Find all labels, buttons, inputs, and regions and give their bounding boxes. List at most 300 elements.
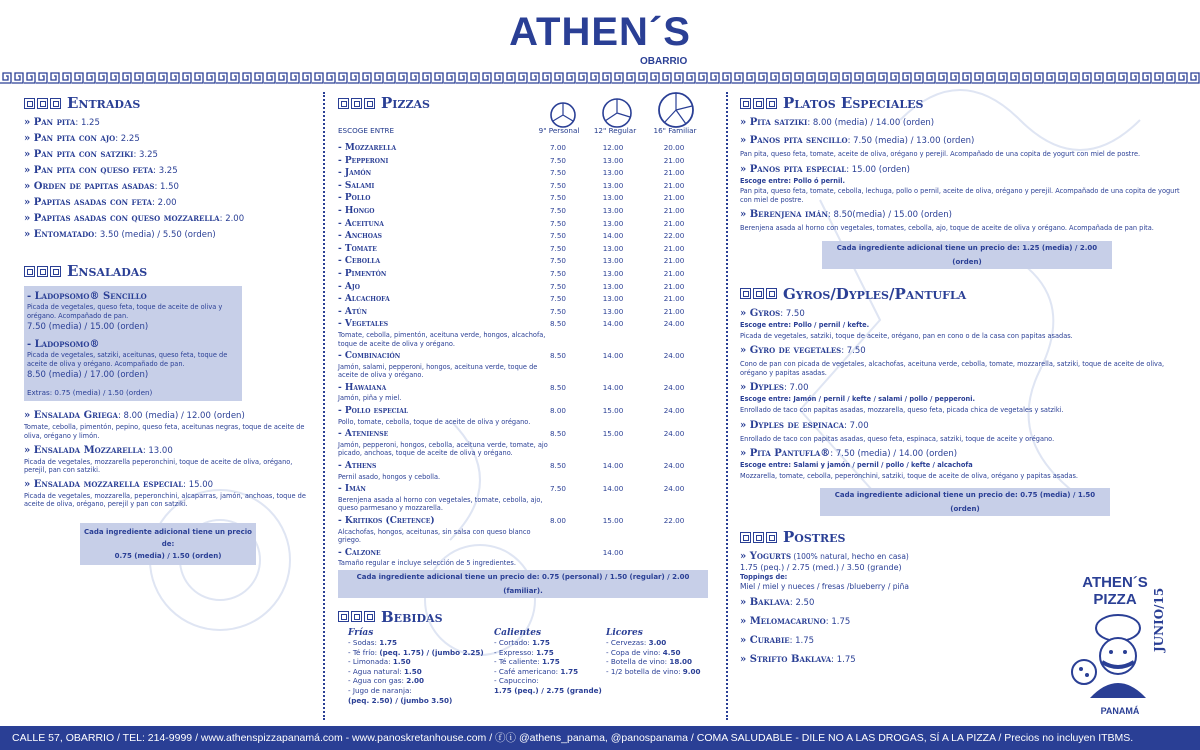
- pizza-price: 8.50: [549, 351, 566, 361]
- postre-price: : 1.75: [789, 635, 815, 646]
- pizza-name: - Hongo: [338, 205, 375, 216]
- toppings-list: Miel / miel y nueces / fresas /blueberry / piña: [740, 581, 909, 591]
- size-familiar: 16" Familiar: [653, 126, 697, 135]
- pizza-desc: Tamaño regular e incluye selección de 5 ingredientes.: [338, 559, 516, 568]
- brand-place: PANAMÁ: [1100, 706, 1140, 716]
- pizza-price: 21.00: [663, 193, 685, 203]
- ensalada-name: Ensalada Griega: [33, 410, 118, 422]
- pizza-medium-icon: [601, 97, 633, 129]
- ensalada-price: : 8.00 (media) / 12.00 (orden): [117, 411, 245, 422]
- pizzas-note: Cada ingrediente adicional tiene un precio de: 0.75 (personal) / 1.50 (regular) / 2.00 (familiar).: [338, 570, 708, 598]
- pizza-price: 14.00: [602, 382, 624, 392]
- bebida-item: [348, 696, 498, 706]
- pizza-price: 7.50: [549, 193, 566, 203]
- pizza-list: [338, 142, 718, 568]
- left-column: [24, 86, 314, 724]
- postre-name: Curabie: [749, 634, 790, 646]
- pizza-row: [338, 255, 718, 268]
- platos-price: : 8.00 (media) / 14.00 (orden): [807, 118, 935, 128]
- greek-key-border: [0, 72, 1200, 84]
- bebida-price: 1.75: [379, 637, 397, 647]
- greek-ornament-icon: [740, 532, 777, 543]
- entradas-list: [24, 116, 314, 242]
- pizza-desc: Berenjena asada al horno con vegetales, tomate, cebolla, ajo, queso parmesano y mozzarella.: [338, 495, 543, 513]
- calientes-col: Calientes - Cortado: 1.75 - Expresso: 1.75 - Té caliente: 1.75 - Café americano: 1.75 - Capuccino: 1.75 (peq.) / 2.75 (grande): [494, 628, 604, 696]
- greek-ornament-icon: [24, 98, 61, 109]
- platos-choice: Escoge entre: Pollo ó pernil.: [740, 176, 846, 185]
- bebida-label: - Cervezas:: [606, 637, 649, 647]
- pizza-price: 24.00: [663, 351, 685, 361]
- bebida-label: - Limonada:: [348, 657, 393, 667]
- entrada-item: » Pan pita: 1.25: [24, 117, 100, 128]
- middle-column: [338, 86, 718, 724]
- gyros-choice: Escoge entre: Pollo / pernil / kefte.: [740, 320, 870, 329]
- bebida-price: (peq. 1.75) / (jumbo 2.25): [379, 647, 484, 657]
- pizza-price: 7.50: [549, 205, 566, 215]
- logo-title: ATHEN´S: [509, 10, 691, 54]
- pizza-desc: Jamón, piña y miel.: [338, 394, 402, 403]
- pizza-price: 7.00: [549, 143, 566, 152]
- yogurts-item: » Yogurts (100% natural, hecho en casa): [740, 551, 909, 563]
- pizza-row: [338, 167, 718, 180]
- gyros-price: : 7.50 (media) / 14.00 (orden): [830, 449, 958, 460]
- bebida-price: 1.75 (peq.) / 2.75 (grande): [494, 685, 602, 695]
- gyros-note: Cada ingrediente adicional tiene un precio de: 0.75 (media) / 1.50 (orden): [820, 488, 1110, 516]
- pizza-name: - Atún: [338, 306, 368, 317]
- gyros-name: Pita Pantufla®: [749, 448, 831, 460]
- pizza-desc: Pollo, tomate, cebolla, toque de aceite de oliva y orégano.: [338, 417, 531, 426]
- pizza-price: 21.00: [663, 256, 685, 266]
- pizza-price: 7.50: [549, 281, 566, 291]
- gyros-price: : 7.00: [844, 420, 869, 431]
- pizza-name: - Tomate: [338, 243, 377, 254]
- pizza-price: 7.50: [549, 484, 566, 494]
- pizza-price: 21.00: [663, 268, 685, 278]
- pizza-price: 13.00: [602, 281, 624, 291]
- bebida-item: [348, 648, 498, 658]
- bebida-price: 9.00: [682, 666, 701, 676]
- toppings-title: Toppings de:: [740, 573, 788, 582]
- pizza-price: 24.00: [663, 461, 685, 471]
- pizza-price: 7.50: [549, 180, 566, 190]
- pizza-row: [338, 155, 718, 168]
- pizza-name: - Ajo: [338, 281, 360, 292]
- pizza-price: 13.00: [602, 218, 624, 228]
- menu-date: JUNIO/15: [1152, 587, 1166, 652]
- bebida-item: [606, 667, 716, 677]
- pizza-price: 7.50: [549, 268, 566, 278]
- entrada-name: Pan pita con queso feta: [33, 165, 154, 176]
- bebida-item: [494, 676, 604, 686]
- greek-ornament-icon: [338, 98, 375, 109]
- entrada-name: Pan pita: [33, 117, 76, 128]
- bebida-price: 4.50: [662, 647, 681, 657]
- bebida-item: [348, 667, 498, 677]
- gyros-desc: Cono de pan con picada de vegetales, alcachofas, aceituna verde, cebolla, tomate, mozzarella, satziki, toque de aceite de oliva, orégano y papitas asadas.: [740, 360, 1165, 377]
- pizza-price: 21.00: [663, 168, 685, 178]
- pizza-price: 24.00: [663, 406, 685, 416]
- pizza-row: [338, 483, 718, 496]
- pizza-row: [338, 306, 718, 319]
- pizza-price: 21.00: [663, 306, 685, 316]
- pizza-name: - Aceituna: [338, 218, 384, 229]
- bebida-item: [348, 657, 498, 667]
- bebida-label: - Botella de vino:: [606, 657, 670, 667]
- ensalada-price: : 15.00: [183, 479, 214, 490]
- pizza-price: 13.00: [602, 193, 624, 203]
- platos-title: Platos Especiales: [740, 94, 1190, 112]
- pizza-price: 7.50: [549, 256, 566, 266]
- pizza-price: 14.00: [602, 231, 624, 241]
- pizza-price: 13.00: [602, 205, 624, 215]
- pizza-name: - Ateniense: [338, 429, 389, 440]
- pizza-price: 24.00: [663, 319, 685, 329]
- pizza-name: - Athens: [338, 461, 377, 472]
- ladopsomo-extras: Extras: 0.75 (media) / 1.50 (orden): [27, 388, 153, 398]
- pizza-price: 13.00: [602, 180, 624, 190]
- ensalada-name: Ensalada mozzarella especial: [33, 478, 184, 490]
- ladopsomo-sencillo-name: - Ladopsomo® Sencillo: [27, 291, 147, 302]
- pizza-desc: Alcachofas, hongos, aceitunas, sin salsa con queso blanco griego.: [338, 527, 531, 545]
- pizza-price: 15.00: [602, 429, 624, 439]
- pizza-price: 8.00: [549, 406, 566, 416]
- postre-name: Baklava: [749, 596, 790, 608]
- greek-ornament-icon: [24, 266, 61, 277]
- entrada-price: : 1.50: [154, 182, 179, 192]
- entrada-price: : 3.25: [153, 166, 178, 176]
- ensaladas-title: Ensaladas: [24, 262, 314, 280]
- bebida-price: 1.50: [392, 657, 411, 667]
- size-regular: 12" Regular: [593, 126, 637, 135]
- pizza-name: - Jamón: [338, 168, 372, 179]
- gyros-list: [740, 307, 1190, 480]
- pizza-price: 21.00: [663, 180, 685, 190]
- entrada-name: Orden de papitas asadas: [33, 181, 155, 192]
- pizza-name: - Combinación: [338, 351, 401, 362]
- bebidas-title: Bebidas: [338, 608, 718, 626]
- gyros-desc: Enrollado de taco con papitas asadas, queso feta, espinaca, satziki, toque de aceite y orégano.: [740, 434, 1055, 443]
- bebida-label: - Sodas:: [348, 637, 380, 647]
- pizza-name: - Imán: [338, 484, 366, 495]
- postre-name: Melomacaruno: [749, 615, 826, 627]
- entrada-price: : 2.00: [152, 198, 177, 208]
- postre-item: » Melomacaruno: 1.75: [740, 615, 851, 627]
- platos-price: : 7.50 (media) / 13.00 (orden): [847, 136, 975, 146]
- bebida-item: [348, 638, 498, 648]
- pizza-price: 7.50: [549, 231, 566, 241]
- ensalada-price: : 13.00: [142, 445, 173, 456]
- platos-list: [740, 116, 1190, 233]
- pizza-price: 7.50: [549, 168, 566, 178]
- ensalada-name: Ensalada Mozzarella: [33, 444, 143, 456]
- pizza-row: [338, 428, 718, 441]
- bebida-price: (peq. 2.50) / (jumbo 3.50): [348, 695, 453, 705]
- entrada-item: » Pan pita con queso feta: 3.25: [24, 165, 178, 176]
- pizza-price: 8.50: [549, 429, 566, 439]
- pizza-price: 20.00: [663, 143, 685, 152]
- gyros-item: » Gyro de vegetales: 7.50: [740, 345, 866, 357]
- postres-title: Postres: [740, 528, 1190, 546]
- footer-bar: CALLE 57, OBARRIO / TEL: 214-9999 / www.athenspizzapanamá.com - www.panoskretanhouse.com / ⓕⓘ @athens_panama, @panospanama / COMA SALUDABLE - DILE NO A LAS DROGAS, SÍ A LA PIZZA / Precios no incluyen ITBMS.: [0, 726, 1200, 750]
- ensalada-item: » Ensalada Mozzarella: 13.00: [24, 444, 173, 456]
- entrada-price: : 2.25: [115, 134, 140, 144]
- size-personal: 9" Personal: [538, 126, 580, 135]
- bebida-price: 1.75: [560, 666, 579, 676]
- pizza-price: 7.50: [549, 243, 566, 253]
- bebida-label: - Café americano:: [494, 666, 561, 676]
- entrada-item: » Entomatado: 3.50 (media) / 5.50 (orden): [24, 229, 216, 240]
- gyros-name: Gyro de vegetales: [749, 345, 842, 357]
- pizza-desc: Jamón, pepperoni, hongos, cebolla, aceituna verde, tomate, ajo picado, anchoas, toque de aceite de oliva y orégano.: [338, 440, 548, 458]
- pizza-price: 15.00: [602, 406, 624, 416]
- pizza-price: 22.00: [663, 516, 685, 525]
- postre-price: : 2.50: [789, 597, 815, 608]
- ensalada-item: » Ensalada Griega: 8.00 (media) / 12.00 (orden): [24, 410, 245, 422]
- pizza-price: 14.00: [602, 319, 624, 329]
- pizza-price: 13.00: [602, 306, 624, 316]
- pizza-name: - Calzone: [338, 547, 381, 558]
- gyros-price: : 7.50: [841, 346, 866, 357]
- licores-col: Licores - Cervezas: 3.00 - Copa de vino: 4.50 - Botella de vino: 18.00 - 1/2 botella de vino: 9.00: [606, 628, 716, 676]
- ladopsomo-sencillo-desc: Picada de vegetales, queso feta, toque de aceite de oliva y orégano. Acompañado de pan.: [27, 303, 223, 320]
- gyros-price: : 7.00: [783, 383, 809, 394]
- bebida-price: 1.75: [532, 637, 550, 647]
- pizza-price: 13.00: [602, 155, 624, 165]
- pizza-row: [338, 293, 718, 306]
- entrada-item: » Papitas asadas con queso mozzarella: 2.00: [24, 213, 245, 224]
- entrada-price: : 1.25: [75, 118, 100, 128]
- pizza-desc: Tomate, cebolla, pimentón, aceituna verde, hongos, alcachofa, toque de aceite de oliva y orégano.: [338, 330, 546, 348]
- pizza-price: 21.00: [663, 205, 685, 215]
- bebida-item: [606, 638, 716, 648]
- ensalada-desc: Picada de vegetales, mozzarella peperonchini, toque de aceite de oliva, orégano, perejil, pan con satziki.: [24, 457, 293, 475]
- pizza-name: - Anchoas: [338, 231, 382, 242]
- bebida-price: 1.50: [404, 666, 422, 676]
- pizza-row: [338, 460, 718, 473]
- pizza-row: [338, 350, 718, 363]
- pizza-price: 8.50: [549, 461, 566, 471]
- pizza-row: [338, 243, 718, 256]
- entrada-price: : 3.25: [133, 150, 158, 160]
- gyros-name: Dyples de espinaca: [749, 419, 845, 431]
- pizza-price: 24.00: [663, 382, 685, 392]
- entrada-name: Pan pita con ajo: [33, 133, 116, 144]
- pizza-price: 8.50: [549, 319, 566, 329]
- pizza-price: 14.00: [602, 547, 624, 557]
- bebida-price: 2.00: [406, 676, 424, 686]
- platos-desc: Pan pita, queso feta, tomate, cebolla, lechuga, pollo o pernil, aceite de oliva, orégano y perejil. Acompañado de una copita de yogurt con miel de postre.: [740, 187, 1180, 204]
- brand-logo: ATHEN´S PIZZA: [1082, 574, 1148, 608]
- pizza-price: 21.00: [663, 243, 685, 253]
- platos-note: Cada ingrediente adicional tiene un precio de: 1.25 (media) / 2.00 (orden): [822, 241, 1112, 269]
- bebidas-grid: [338, 628, 718, 708]
- postre-item: » Baklava: 2.50: [740, 596, 815, 608]
- pizza-price: 14.00: [602, 461, 624, 471]
- gyros-name: Dyples: [749, 382, 784, 394]
- header-logo: [0, 10, 1200, 67]
- postre-price: : 1.75: [831, 654, 856, 665]
- pizza-name: - Pollo: [338, 193, 371, 204]
- pizza-size-header: [338, 126, 718, 140]
- pizza-row: [338, 180, 718, 193]
- bebida-item: [494, 648, 604, 658]
- entrada-item: » Pan pita con satziki: 3.25: [24, 149, 158, 160]
- ensalada-item: » Ensalada mozzarella especial: 15.00: [24, 478, 214, 490]
- gyros-title: Gyros/Dyples/Pantufla: [740, 285, 1190, 303]
- ladopsomo-name: - Ladopsomo®: [27, 339, 100, 351]
- pizza-price: 21.00: [663, 294, 685, 304]
- pizza-price: 7.50: [549, 294, 566, 304]
- pizza-row: [338, 205, 718, 218]
- pizza-price: 13.00: [602, 294, 624, 304]
- entrada-item: » Orden de papitas asadas: 1.50: [24, 181, 179, 192]
- entrada-price: : 3.50 (media) / 5.50 (orden): [94, 230, 216, 240]
- pizza-row: [338, 318, 718, 331]
- ladopsomo-desc: Picada de vegetales, satziki, aceitunas, queso feta, toque de aceite de oliva y orégano. Acompañado de pan.: [27, 351, 228, 368]
- pizza-price: 13.00: [602, 256, 624, 266]
- platos-item: » Pita satziki: 8.00 (media) / 14.00 (orden): [740, 117, 935, 128]
- pizza-price: 8.50: [549, 382, 566, 392]
- pizza-price: 13.00: [602, 243, 624, 253]
- gyros-item: » Gyros: 7.50: [740, 307, 805, 319]
- greek-ornament-icon: [740, 288, 777, 299]
- bebida-label: - Cortado:: [494, 637, 533, 647]
- pizza-price: 7.50: [549, 306, 566, 316]
- pizza-name: - Kritikos (Cretence): [338, 516, 435, 526]
- pizzas-title: Pizzas: [338, 94, 718, 112]
- pizza-large-icon: [656, 90, 696, 130]
- pizza-name: - Pepperoni: [338, 155, 389, 166]
- logo-subtitle: OBARRIO: [640, 56, 688, 67]
- platos-item: » Berenjena imán: 8.50(media) / 15.00 (orden): [740, 209, 952, 221]
- gyros-desc: Picada de vegetales, satziki, toque de aceite, orégano, pan en cono o de la casa con papitas asadas.: [740, 331, 1073, 340]
- pizza-row: [338, 281, 718, 294]
- entrada-price: : 2.00: [219, 214, 245, 224]
- bebida-item: [494, 657, 604, 667]
- gyros-item: » Dyples de espinaca: 7.00: [740, 419, 869, 431]
- platos-desc: Berenjena asada al horno con vegetales, tomates, cebolla, ajo, toque de aceite de oliva y orégano. Acompañada de pan pita.: [740, 224, 1154, 233]
- bebida-label: - 1/2 botella de vino:: [606, 666, 683, 676]
- pizza-price: 14.00: [602, 484, 624, 494]
- platos-desc: Pan pita, queso feta, tomate, aceite de oliva, orégano y perejil. Acompañado de una copita de yogurt con miel de postre.: [740, 150, 1141, 158]
- entrada-item: » Pan pita con ajo: 2.25: [24, 133, 140, 144]
- bebida-price: 1.75: [536, 647, 554, 657]
- gyros-choice: Escoge entre: Salami y jamón / pernil / pollo / kefte / alcachofa: [740, 461, 973, 470]
- yogurts-prices: 1.75 (peq.) / 2.75 (med.) / 3.50 (grande): [740, 563, 902, 573]
- gyros-desc: Mozzarella, tomate, cebolla, peperonchini, satziki, toque de aceite de oliva, orégano y papitas asadas.: [740, 471, 1079, 480]
- bebida-item: [606, 657, 716, 667]
- pizza-name: - Pollo especial: [338, 406, 409, 417]
- pizza-name: - Cebolla: [338, 256, 381, 267]
- gyros-desc: Enrollado de taco con papitas asadas, mozzarella, queso feta, picada chica de vegetales y satziki.: [740, 405, 1064, 414]
- pizza-row: [338, 230, 718, 243]
- pizza-row: [338, 405, 718, 418]
- pizza-row: [338, 142, 718, 155]
- gyros-item: » Dyples: 7.00: [740, 382, 809, 394]
- bebida-label: - Expresso:: [494, 647, 537, 657]
- pizza-desc: Jamón, salami, pepperoni, hongos, aceituna verde, toque de aceite de oliva y orégano.: [338, 362, 538, 380]
- platos-item: » Panos pita sencillo: 7.50 (media) / 13.00 (orden): [740, 135, 975, 146]
- bebida-label: - Agua con gas:: [348, 676, 407, 686]
- pizza-row: [338, 382, 718, 395]
- entrada-name: Entomatado: [33, 229, 95, 240]
- pizza-small-icon: [549, 101, 577, 129]
- pizza-price: 24.00: [663, 484, 685, 494]
- pizza-price: 7.50: [549, 218, 566, 228]
- ensaladas-note: Cada ingrediente adicional tiene un precio de: 0.75 (media) / 1.50 (orden): [80, 523, 256, 565]
- bebida-label: - Jugo de naranja:: [348, 685, 412, 695]
- pizza-desc: Pernil asado, hongos y cebolla.: [338, 472, 441, 481]
- pizza-row: [338, 218, 718, 231]
- entrada-name: Papitas asadas con feta: [33, 197, 153, 208]
- bebida-price: 18.00: [669, 657, 693, 667]
- entrada-name: Pan pita con satziki: [33, 149, 134, 160]
- bebida-item: [606, 648, 716, 658]
- ladopsomo-box: [24, 286, 242, 401]
- column-divider: [323, 92, 325, 720]
- right-column: [740, 86, 1190, 724]
- platos-price: : 15.00 (orden): [846, 164, 910, 175]
- postre-price: : 1.75: [825, 616, 851, 627]
- pizza-price: 8.00: [549, 516, 566, 525]
- pizza-price: 21.00: [663, 281, 685, 291]
- pizza-row: [338, 515, 718, 528]
- entrada-name: Papitas asadas con queso mozzarella: [33, 213, 220, 224]
- gyros-price: : 7.50: [780, 308, 805, 319]
- pizza-name: - Salami: [338, 180, 375, 191]
- pizza-price: 13.00: [602, 168, 624, 178]
- bebida-label: - Capuccino:: [494, 676, 539, 686]
- greek-ornament-icon: [740, 98, 777, 109]
- postre-item: » Strifto Baklava: 1.75: [740, 653, 856, 665]
- pizza-price: 24.00: [663, 429, 685, 439]
- pizza-name: - Mozzarella: [338, 143, 397, 153]
- pizza-price: 13.00: [602, 268, 624, 278]
- postre-name: Strifto Baklava: [749, 653, 832, 665]
- bebida-item: [348, 686, 498, 696]
- bebida-label: - Té frío:: [348, 647, 380, 657]
- platos-name: Berenjena imán: [749, 209, 828, 221]
- pizza-name: - Pimentón: [338, 268, 387, 279]
- gyros-choice: Escoge entre: Jamón / pernil / kefte / salami / pollo / pepperoni.: [740, 395, 976, 404]
- entradas-title: Entradas: [24, 94, 314, 112]
- bebida-item: [494, 686, 604, 696]
- platos-name: Panos pita sencillo: [749, 135, 848, 146]
- pizza-name: - Hawaiana: [338, 382, 387, 393]
- pizza-row: [338, 547, 718, 560]
- pizza-price: 21.00: [663, 218, 685, 228]
- platos-name: Pita satziki: [749, 117, 808, 128]
- pizza-name: - Alcachofa: [338, 294, 390, 305]
- pizza-price: 21.00: [663, 155, 685, 165]
- pizza-price: 7.50: [549, 155, 566, 165]
- pizza-price: 14.00: [602, 351, 624, 361]
- platos-price: : 8.50(media) / 15.00 (orden): [827, 210, 952, 221]
- ensaladas-list: [24, 409, 314, 509]
- entrada-item: » Papitas asadas con feta: 2.00: [24, 197, 177, 208]
- bebida-price: 1.75: [542, 657, 560, 667]
- bebida-price: 3.00: [648, 637, 667, 647]
- ladopsomo-price: 8.50 (media) / 17.00 (orden): [27, 370, 149, 381]
- ladopsomo-sencillo-price: 7.50 (media) / 15.00 (orden): [27, 322, 149, 333]
- platos-item: » Panos pita especial: 15.00 (orden): [740, 163, 910, 175]
- frias-col: Frías - Sodas: 1.75 - Té frío: (peq. 1.75) / (jumbo 2.25) - Limonada: 1.50 - Agua natural: 1.50 - Agua con gas: 2.00 - Jugo de naranja: (peq. 2.50) / (jumbo 3.50): [348, 628, 498, 705]
- pizza-row: [338, 192, 718, 205]
- greek-ornament-icon: [338, 611, 375, 622]
- pizza-name: - Vegetales: [338, 319, 389, 330]
- pizza-price: 22.00: [663, 231, 685, 241]
- pizza-price: 12.00: [602, 143, 624, 152]
